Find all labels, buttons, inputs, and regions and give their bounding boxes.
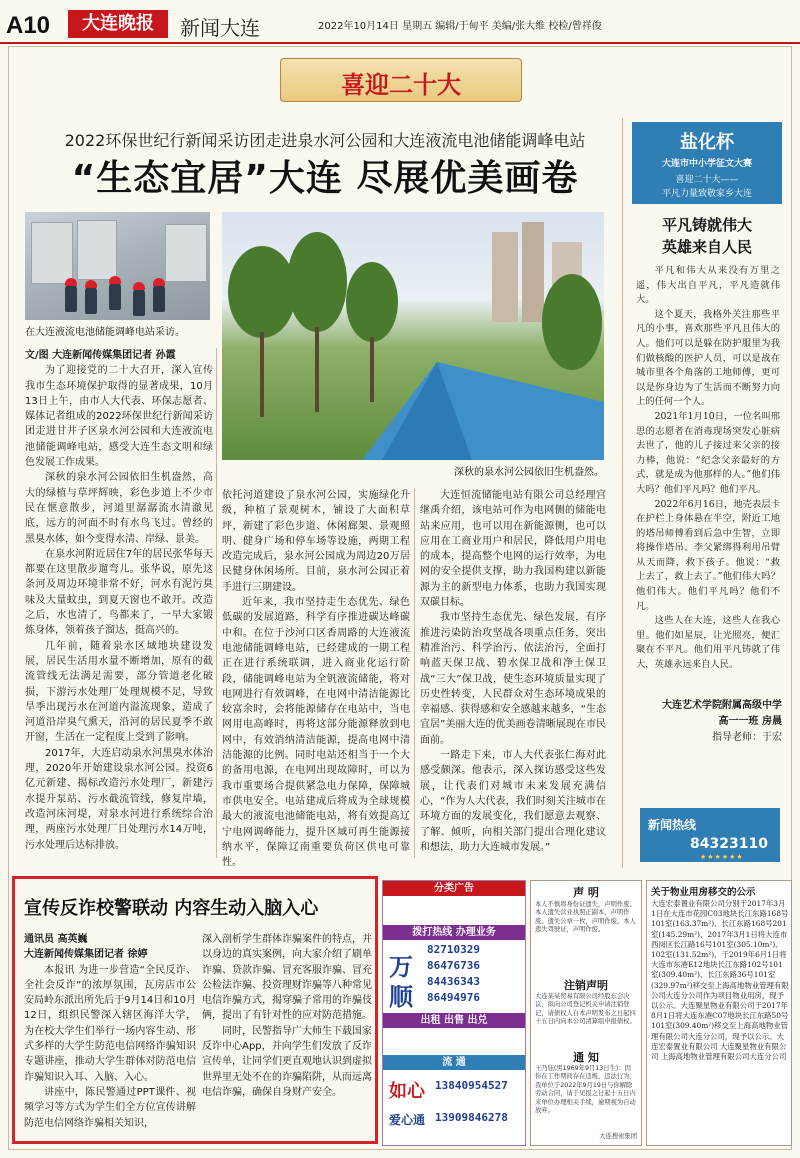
- contest-theme-2: 平凡力量致敬家乡大连: [661, 189, 752, 199]
- ad-word-aixin: 爱心通: [389, 1113, 426, 1127]
- power-station-photo: [25, 212, 210, 320]
- header-rule: [0, 42, 800, 44]
- property-notice-body: 大连宏泰置业有限公司分别于2017年3月1日在大连市花园C03地块长江东路168号101室(163.37m²)、长江东路168号201室(145.29m²)、2017年3月1日将大连市西岗区长江路16号101室(305.10m²)、102室(131.52m²)，于2019年6月1日将大连市东港E12地块长江东路102号101室(309.40m²)、长江东路36号101室(329.97m²)移交至上海高地物业管理有限公司大连分公司作为项目物业用房，现予以公示。大连聚星物业有限公司于2017年8月1日将大连东港C07地块长江东路50号101室(309.40m²)移交至上海高地物业管理有限公司大连分公司，现予以公示。大连宏泰置业有限公司 大连聚星物业有限公司 上海高地物业管理有限公司大连分公司: [651, 899, 789, 1062]
- paragraph: 2017年，大连启动泉水河黑臭水体治理，2020年开始建设泉水河公园。投资6亿元新建、揭标改造污水处理厂，新建污水提升泵站、污水截流管线，修复岸墙，改造河床河堤，对泉水河进行系统综合治理，两座污水处理厂日处理污水14万吨，污水处理后达标排放。: [25, 747, 213, 851]
- paragraph: 这些人在大连，这些人在我心里。他们如星辰，让光照亮，便汇聚在不平凡。他们用平凡铸就了伟大，英雄永远来自人民。: [636, 615, 780, 671]
- column-rule: [622, 118, 623, 868]
- notice-text: 本人不慎将身份证遗失，声明作废。本人遗失营业执照正副本，声明作废。遗失公章一枚，声明作废。本人遗失驾驶证，声明作废。: [535, 901, 636, 934]
- banner-text: 喜迎二十大: [341, 70, 461, 99]
- contest-theme: 喜迎二十大——: [675, 175, 739, 185]
- contest-title: 盐化杯: [680, 132, 734, 153]
- park-photo: [222, 212, 604, 460]
- fraud-reporter-2: 大连新闻传媒集团记者 徐婷: [24, 949, 148, 961]
- photo2-caption: 深秋的泉水河公园依旧生机盎然。: [454, 467, 604, 478]
- fraud-reporter: 通讯员 高英巍: [24, 934, 88, 945]
- paragraph: 深入剖析学生群体诈骗案件的特点，并以身边的真实案例，向大家介绍了刷单诈骗、贷款诈骗、冒充客服诈骗、冒充公检法诈骗、投资理财诈骗等八种常见电信诈骗方式，揭穿骗子常用的诈骗伎俩，提出了有针对性的应对防范措施。: [202, 934, 372, 1022]
- article-headline: “生态宜居”大连 尽展优美画卷: [71, 158, 579, 199]
- theme-banner: [280, 58, 522, 102]
- fraud-column-2: [202, 932, 372, 1140]
- paragraph: 2021年1月10日，一位名叫邢思的志愿者在消毒现场突发心脏病去世了，他的儿子接过来父亲的接力棒，他说：“纪念父亲最好的方式，就是成为他那样的人。”他们伟大吗？他们平凡吗？他们平凡。: [636, 410, 780, 495]
- essay-teacher: 指导老师：于宏: [712, 732, 782, 743]
- classified-ads: [382, 880, 526, 1146]
- paragraph: 本报讯 为进一步营造“全民反诈、全社会反诈”的浓厚氛围，瓦房店市公安局岭东派出所先后于9月14日和10月12日，组织民警深入辖区海洋大学，为在校大学生们举行一场内容生动、形式多样的大学生防范电信网络诈骗知识专题讲座，推动大学生群体对防范电信诈骗知识入耳、入脑、入心。: [24, 964, 196, 1083]
- notice-text: 大连某某贸易有限公司经股东会决议，拟向公司登记机关申请注销登记，请债权人自本声明发布之日起四十五日内向本公司清算组申报债权。: [535, 993, 636, 1026]
- photo1-caption: 在大连液流电池储能调峰电站采访。: [25, 327, 185, 338]
- classified-banner: 分类广告: [383, 881, 525, 896]
- notice-title: 通 知: [573, 1051, 599, 1064]
- page-number: A10: [6, 12, 51, 39]
- article-byline: 文/图 大连新闻传媒集团记者 孙霞: [25, 350, 176, 361]
- article-column-1: [25, 348, 213, 851]
- ad-phone: 13840954527: [435, 1079, 508, 1092]
- column-rule: [216, 348, 217, 858]
- article-column-2: [222, 488, 410, 869]
- paragraph: 2022年6月16日，地壳表层卡在护栏上身体悬在半空，附近工地的塔吊师傅看到后急中生智，立即将操作塔吊、李父紧绑得利用吊臂从天而降，救下孩子。他说：“救上去了，救上去了。”他们伟大吗？他们伟大。他们平凡吗？他们不凡。: [636, 498, 780, 612]
- essay-body: [636, 264, 780, 700]
- notice-text: 王乃钰(男1969年9月13日生)：因你在工作期间存在违规，违法行为，我单位于2022年9月19日与你解除劳动合同，请于见报之日起十五日内来单位办理相关手续，逾期视为自动放弃。: [535, 1065, 636, 1115]
- essay-headline-2: 英雄来自人民: [661, 238, 752, 256]
- property-notice-title: 关于物业用房移交的公示: [651, 887, 756, 898]
- notice-title: 注销声明: [564, 979, 608, 992]
- ad-phone: 86476736: [427, 959, 480, 972]
- article-column-3: [420, 488, 606, 858]
- paragraph: 平凡和伟大从来没有万里之遥，伟大出自平凡，平凡造就伟大。: [636, 265, 780, 306]
- paragraph: 这个夏天，我格外关注那些平凡的小事，喜欢那些平凡且伟大的人。他们可以是躲在防护服里为我们做核酸的医护人员，可以是战在城市里各个角落的工地师傅，更可以是你身边为了生活而不断努力向上的任何一个人。: [636, 308, 780, 408]
- paragraph: 大连恒流储能电站有限公司总经理宫继禹介绍，该电站可作为电网侧的储能电站来应用，也可以用在新能源侧，也可以应用在工商业用户和居民，降低用户用电的成本，提高整个电网的运行效率，为电网的安全提供支撑，助力我国构建以新能源为主的新型电力体系，也助力我国实现双碳目标。: [420, 490, 606, 609]
- essay-headline: 平凡铸就伟大: [661, 216, 752, 234]
- hotline-label: 新闻热线: [648, 818, 697, 832]
- issue-meta: 2022年10月14日 星期五 编辑/于甸平 美编/张大维 校检/曾祥俊: [318, 21, 602, 32]
- notice-title: 声 明: [573, 886, 599, 899]
- classified-bar: 流 通: [383, 1055, 525, 1070]
- section-title: 新闻大连: [180, 16, 260, 40]
- ad-word-ruxin: 如心: [389, 1081, 425, 1102]
- legal-notices: [530, 880, 642, 1146]
- fraud-headline: 宣传反诈校警联动 内容生动入脑入心: [24, 898, 319, 919]
- newspaper-logo: 大连晚报: [68, 10, 168, 38]
- classified-bar: 出租 出售 出兑: [383, 1013, 525, 1028]
- hotline-number: 84323110: [690, 836, 768, 852]
- paragraph: 近年来，我市坚持走生态优先、绿色低碳的发展道路，科学有序推进碳达峰碳中和。在位于沙河口区香周路的大连液流电池储能调峰电站，已经建成的一期工程正在进行系统联调，进入商业化运行阶段，储能调峰电站为全钒液流储能，将对电网进行有效调峰，在电网中清洁能源比较富余时，会将能源储存在电站中，当电网用电高峰时，再将这部分能源释放到电网中，有效消纳清洁能源，提高电网中清洁能源的比例。同时电站还相当于一个大的备用电源，在电网出现故障时，可以为我市重要场合提供紧急电力保障，保障城市供电安全。电站建成后将成为全球规模最大的液流电池储能电站，将有效提高辽宁电网调峰能力，提升区域可再生能源接纳水平，保障辽南重要负荷区供电可靠性。: [222, 597, 410, 869]
- ad-word-wan: 万: [389, 953, 413, 981]
- notice-signature: 大连搜索集团: [599, 1133, 637, 1140]
- contest-subtitle: 大连市中小学征文大赛: [661, 159, 752, 169]
- paragraph: 为了迎接党的二十大召开，深入宣传我市生态环境保护取得的显著成果，10月13日上午，由市人大代表、环保志愿者、媒体记者组成的2022环保世纪行新闻采访团走进甘井子区泉水河公园和大连液流电池储能调峰电站，感受大连生态文明和绿色发展工作成果。: [25, 365, 213, 469]
- ad-phone: 86494976: [427, 991, 480, 1004]
- paragraph: 在泉水河附近居住7年的居民张华每天都要在这里散步遛弯儿。张华说，原先这条河及周边环境非常不好，河水有泥污臭味及大量蚊虫，到夏天窗也不敢开。改造之后，水也清了，鸟都来了，一早大家锻炼身体，领着孩子溜达，挺高兴的。: [25, 548, 213, 637]
- paragraph: 深秋的泉水河公园依旧生机盎然，高大的绿植与草坪辉映，彩色步道上不少市民在惬意散步，河道里潺潺流水清澈见底，远方的河面不时有水鸟飞过。曾经的黑臭水体，如今变得水清、岸绿、景美。: [25, 472, 213, 545]
- essay-school: 大连艺术学院附属高级中学: [662, 700, 782, 711]
- paragraph: 依托河道建设了泉水河公园，实施绿化升级，种植了景观树木，铺设了大面积草坪，新建了彩色步道、休闲廊架、景观照明、健身广场和停车场等设施，两期工程改造完成后，泉水河公园成为周边20万居民健身休闲场所。目前，泉水河公园正着手进行三期建设。: [222, 490, 410, 593]
- paragraph: 讲座中，陈民警通过PPT课件、视频学习等方式为学生们全方位宣传讲解防范电信网络诈骗相关知识，: [24, 1086, 196, 1129]
- ad-phone: 84436343: [427, 975, 480, 988]
- paragraph: 同时，民警指导广大师生下载国家反诈中心App，并向学生们发放了反诈宣传单，让同学们更直观地认识到虚拟世界里无处不在的诈骗陷阱，从而远离电信诈骗，确保自身财产安全。: [202, 1025, 372, 1098]
- classified-bar: 拨打热线 办理业务: [383, 925, 525, 940]
- hotline-stars: ★★★★★★: [700, 853, 744, 861]
- paragraph: 一路走下来，市人大代表张仁海对此感受颇深。他表示，深入探访感受这些发展，让代表们对城市未来发展充满信心，“作为人大代表，我们时刻关注城市在环境方面的发展变化，我们愿意去观察、了解、倾听，向相关部门提出合理化建议和想法，助力大连城市发展。”: [420, 750, 606, 853]
- article-subtitle: 2022环保世纪行新闻采访团走进泉水河公园和大连液流电池储能调峰电站: [64, 131, 586, 150]
- ad-phone: 82710329: [427, 943, 480, 956]
- ad-phone: 13909846278: [435, 1111, 508, 1124]
- property-notice: [646, 880, 792, 1146]
- fraud-column-1: [24, 932, 196, 1140]
- essay-author: 高一一班 房晨: [718, 716, 782, 727]
- column-rule: [414, 488, 415, 858]
- paragraph: 我市坚持生态优先、绿色发展，有序推进污染防治攻坚战各项重点任务，突出精准治污、科学治污、依法治污，全面打响蓝天保卫战、碧水保卫战和净土保卫战“三大”保卫战，使生态环境质量实现了历史性转变，人民群众对生态环境成果的幸福感、获得感和安全感越来越多，“生态宜居”美丽大连的优美画卷清晰展现在市民面前。: [420, 612, 606, 746]
- ad-word-shun: 顺: [389, 983, 413, 1011]
- paragraph: 几年前，随着泉水区域地块建设发展，居民生活用水量不断增加，原有的截流管线无法满足需要，部分管道老化破损，下游污水处理厂处理规模不足，导致旱季出现污水在河道内溢流现象，造成了河道沿岸臭气熏天，沿河的居民夏季不敢开窗，生活在一定程度上受到了影响。: [25, 640, 213, 744]
